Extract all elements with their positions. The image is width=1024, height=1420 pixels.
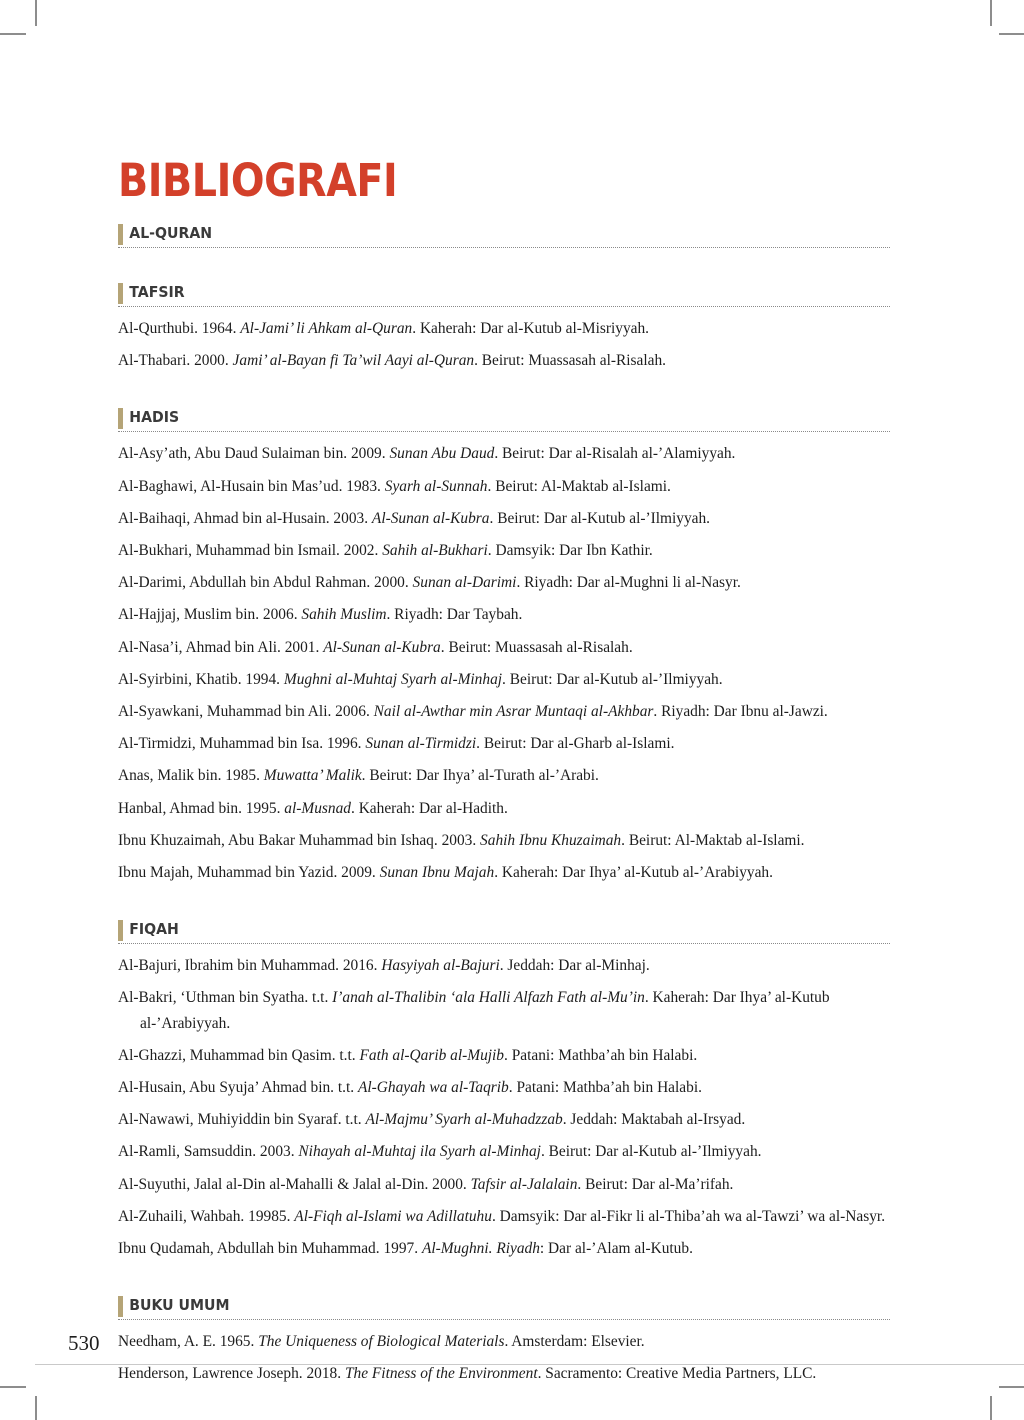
bibliography-entry <box>118 828 893 853</box>
entry-publisher: . Beirut: Dar al-Risalah al-’Alamiyyah. <box>494 445 736 463</box>
entry-publisher: . Beirut: Dar al-Kutub al-’Ilmiyyah. <box>489 509 711 527</box>
entry-title: Mughni al-Muhtaj Syarh al-Minhaj <box>283 670 503 688</box>
entry-publisher: . Beirut: Dar al-Kutub al-’Ilmiyyah. <box>540 1143 762 1161</box>
entry-author-year: Al-Bajuri, Ibrahim bin Muhammad. 2016. <box>118 957 382 975</box>
entry-author-year: Al-Tirmidzi, Muhammad bin Isa. 1996. <box>118 735 366 753</box>
entry-title: Muwatta’ Malik <box>263 767 362 785</box>
entry-author-year: Al-Hajjaj, Muslim bin. 2006. <box>118 606 302 624</box>
page-title: BIBLIOGRAFI <box>118 154 398 207</box>
entry-title: The Uniqueness of Biological Materials <box>258 1333 505 1351</box>
entry-publisher: . Damsyik: Dar Ibn Kathir. <box>487 542 653 560</box>
footer-divider <box>35 1364 1024 1365</box>
entry-title: Nail al-Awthar min Asrar Muntaqi al-Akhbar <box>373 703 654 721</box>
bibliography-entry <box>118 1204 893 1229</box>
bibliography-entry <box>118 953 893 978</box>
entry-title: Al-Sunan al-Kubra <box>323 638 441 656</box>
bibliography-entry <box>118 1172 893 1197</box>
entry-publisher: . Beirut: Muassasah al-Risalah. <box>474 352 667 370</box>
entry-title: Al-Ghayah wa al-Taqrib <box>357 1079 509 1097</box>
entry-publisher: . Jeddah: Maktabah al-Irsyad. <box>562 1111 746 1129</box>
entry-author-year: Ibnu Qudamah, Abdullah bin Muhammad. 1997. <box>118 1240 422 1258</box>
entry-title: Al-Mughni. Riyadh <box>421 1240 540 1258</box>
bibliography-entry <box>118 1075 893 1100</box>
entry-publisher: . Kaherah: Dar al-Kutub al-Misriyyah. <box>412 320 650 337</box>
entry-author-year: Al-Thabari. 2000. <box>118 352 233 370</box>
crop-mark-top-right-vertical <box>990 0 992 26</box>
bibliography-entry <box>118 860 893 885</box>
entry-title: Al-Fiqh al-Islami wa Adillatuhu <box>294 1207 492 1225</box>
entry-title: Tafsir al-Jalalain <box>470 1175 578 1193</box>
entry-author-year: Al-Bakri, ‘Uthman bin Syatha. t.t. <box>118 989 333 1007</box>
crop-mark-bottom-left-vertical <box>35 1396 37 1420</box>
section-dotted-rule <box>118 247 890 248</box>
entry-publisher: . Sacramento: Creative Media Partners, LLC. <box>537 1365 817 1383</box>
entry-publisher: . Kaherah: Dar al-Hadith. <box>351 799 508 817</box>
bibliography-entry <box>118 635 893 660</box>
crop-mark-bottom-right-horizontal <box>999 1386 1024 1388</box>
entry-title: Sahih Muslim <box>301 606 387 624</box>
section-header-al-quran <box>118 223 893 248</box>
section-heading-label: HADIS <box>129 408 180 427</box>
bibliography-entry <box>118 1107 893 1132</box>
entry-title: Al-Jami’ li Ahkam al-Quran <box>240 320 413 337</box>
bibliography-entry <box>118 1329 893 1354</box>
bibliography-entry <box>118 570 893 595</box>
bibliography-entry-list-tafsir <box>118 316 893 373</box>
crop-mark-top-left-vertical <box>35 0 37 26</box>
entry-author-year: Hanbal, Ahmad bin. 1995. <box>118 799 285 817</box>
entry-publisher: . Kaherah: Dar Ihya’ al-Kutub al-’Arabiyyah. <box>494 864 773 882</box>
entry-publisher: . Beirut: Al-Maktab al-Islami. <box>487 477 671 495</box>
entry-publisher: . Beirut: Dar al-Ma’rifah. <box>577 1175 734 1193</box>
entry-publisher: . Riyadh: Dar Ibnu al-Jawzi. <box>653 703 828 721</box>
bibliography-entry-list-buku-umum <box>118 1329 893 1386</box>
bibliography-entry <box>118 1043 893 1068</box>
entry-publisher: . Patani: Mathba’ah bin Halabi. <box>504 1046 698 1064</box>
entry-title: Al-Majmu’ Syarh al-Muhadzzab <box>365 1111 563 1129</box>
crop-mark-bottom-right-vertical <box>990 1396 992 1420</box>
bibliography-entry <box>118 348 893 373</box>
entry-publisher: . Beirut: Al-Maktab al-Islami. <box>621 831 805 849</box>
entry-author-year: Al-Asy’ath, Abu Daud Sulaiman bin. 2009. <box>118 445 390 463</box>
entry-author-year: Al-Syirbini, Khatib. 1994. <box>118 670 284 688</box>
entry-title: The Fitness of the Environment <box>344 1365 538 1383</box>
entry-publisher: . Amsterdam: Elsevier. <box>504 1333 645 1351</box>
entry-title: Sunan al-Darimi <box>412 574 517 592</box>
entry-author-year: Al-Nawawi, Muhiyiddin bin Syaraf. t.t. <box>118 1111 366 1129</box>
entry-title: Sahih al-Bukhari <box>382 542 488 560</box>
entry-author-year: Anas, Malik bin. 1985. <box>118 767 264 785</box>
section-dotted-rule <box>118 1319 890 1320</box>
entry-author-year: Al-Qurthubi. 1964. <box>118 320 241 337</box>
crop-mark-bottom-left-horizontal <box>0 1386 26 1388</box>
entry-publisher: . Kaherah: Dar Ihya’ al-Kutub al-’Arabiyyah. <box>140 989 830 1032</box>
entry-author-year: Al-Suyuthi, Jalal al-Din al-Mahalli & Jalal al-Din. 2000. <box>118 1175 471 1193</box>
bibliography-entry <box>118 474 893 499</box>
section-heading-label: FIQAH <box>129 920 179 939</box>
entry-author-year: Al-Ramli, Samsuddin. 2003. <box>118 1143 299 1161</box>
entry-title: Sunan Abu Daud <box>389 445 495 463</box>
entry-title: Al-Sunan al-Kubra <box>371 509 490 527</box>
bibliography-entry <box>118 441 893 466</box>
entry-title: Jami’ al-Bayan fi Ta’wil Aayi al-Quran <box>232 352 475 370</box>
entry-author-year: Al-Bukhari, Muhammad bin Ismail. 2002. <box>118 542 383 560</box>
section-heading-label: BUKU UMUM <box>129 1296 230 1315</box>
entry-title: Sunan al-Tirmidzi <box>365 735 477 753</box>
bibliography-entry <box>118 602 893 627</box>
entry-publisher: . Damsyik: Dar al-Fikr li al-Thiba’ah wa al-Tawzi’ wa al-Nasyr. <box>491 1207 886 1225</box>
entry-title: Hasyiyah al-Bajuri <box>381 957 500 975</box>
entry-publisher: . Patani: Mathba’ah bin Halabi. <box>508 1079 702 1097</box>
bibliography-entry-list-hadis <box>118 441 893 885</box>
entry-publisher: . Beirut: Dar al-Gharb al-Islami. <box>476 735 675 753</box>
section-header-hadis <box>118 407 893 432</box>
entry-title: al-Musnad <box>284 799 351 817</box>
section-dotted-rule <box>118 306 890 307</box>
entry-author-year: Al-Nasa’i, Ahmad bin Ali. 2001. <box>118 638 324 656</box>
bibliography-entry <box>118 1361 893 1386</box>
entry-author-year: Needham, A. E. 1965. <box>118 1333 259 1351</box>
bibliography-entry <box>118 538 893 563</box>
page-number: 530 <box>68 1331 100 1355</box>
entry-publisher: . Jeddah: Dar al-Minhaj. <box>499 957 650 975</box>
entry-author-year: Ibnu Majah, Muhammad bin Yazid. 2009. <box>118 864 380 882</box>
section-dotted-rule <box>118 431 890 432</box>
entry-author-year: Al-Husain, Abu Syuja’ Ahmad bin. t.t. <box>118 1079 358 1097</box>
bibliography-content <box>118 0 893 1387</box>
bibliography-entry <box>118 506 893 531</box>
entry-publisher: : Dar al-’Alam al-Kutub. <box>539 1240 693 1258</box>
entry-author-year: Al-Baihaqi, Ahmad bin al-Husain. 2003. <box>118 509 372 527</box>
entry-author-year: Henderson, Lawrence Joseph. 2018. <box>118 1365 345 1383</box>
entry-title: I’anah al-Thalibin ‘ala Halli Alfazh Fath al-Mu’in <box>332 989 645 1007</box>
entry-publisher: . Beirut: Dar Ihya’ al-Turath al-’Arabi. <box>361 767 599 785</box>
entry-publisher: . Riyadh: Dar Taybah. <box>386 606 523 624</box>
entry-author-year: Al-Darimi, Abdullah bin Abdul Rahman. 2000. <box>118 574 413 592</box>
bibliography-entry <box>118 796 893 821</box>
bibliography-entry <box>118 985 893 1035</box>
bibliography-entry <box>118 1139 893 1164</box>
section-dotted-rule <box>118 943 890 944</box>
bibliography-entry <box>118 731 893 756</box>
entry-author-year: Al-Baghawi, Al-Husain bin Mas’ud. 1983. <box>118 477 385 495</box>
entry-title: Syarh al-Sunnah <box>384 477 488 495</box>
entry-title: Sahih Ibnu Khuzaimah <box>480 831 622 849</box>
entry-publisher: . Beirut: Dar al-Kutub al-’Ilmiyyah. <box>502 670 723 688</box>
section-header-buku-umum <box>118 1295 893 1320</box>
section-heading-label: AL-QURAN <box>129 224 213 242</box>
crop-mark-top-left-horizontal <box>0 33 26 35</box>
bibliography-entry-list-fiqah <box>118 953 893 1261</box>
section-header-tafsir <box>118 282 893 307</box>
bibliography-entry <box>118 699 893 724</box>
section-heading-label: TAFSIR <box>129 283 185 301</box>
entry-publisher: . Riyadh: Dar al-Mughni li al-Nasyr. <box>516 574 741 592</box>
section-header-fiqah <box>118 919 893 944</box>
bibliography-entry <box>118 763 893 788</box>
crop-mark-top-right-horizontal <box>999 33 1024 35</box>
entry-publisher: . Beirut: Muassasah al-Risalah. <box>440 638 633 656</box>
entry-author-year: Al-Zuhaili, Wahbah. 19985. <box>118 1207 295 1225</box>
bibliography-entry <box>118 667 893 692</box>
entry-title: Sunan Ibnu Majah <box>379 864 495 882</box>
bibliography-entry <box>118 1236 893 1261</box>
bibliography-entry <box>118 316 893 341</box>
entry-author-year: Al-Ghazzi, Muhammad bin Qasim. t.t. <box>118 1046 360 1064</box>
entry-title: Fath al-Qarib al-Mujib <box>359 1046 505 1064</box>
bibliography-sections <box>118 223 893 1387</box>
entry-author-year: Ibnu Khuzaimah, Abu Bakar Muhammad bin Ishaq. 2003. <box>118 831 481 849</box>
entry-title: Nihayah al-Muhtaj ila Syarh al-Minhaj <box>298 1143 541 1161</box>
entry-author-year: Al-Syawkani, Muhammad bin Ali. 2006. <box>118 703 374 721</box>
